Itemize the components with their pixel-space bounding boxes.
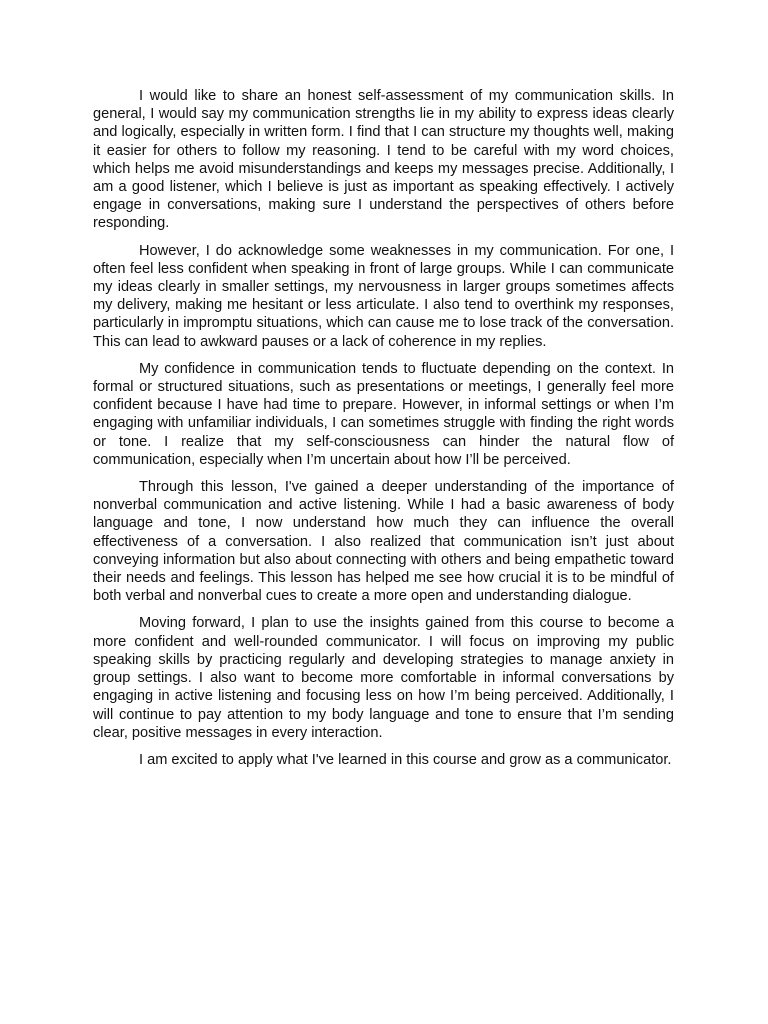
paragraph-moving-forward: Moving forward, I plan to use the insights gained from this course to become a more confident and well-rounded communicator. I will focus on improving my public speaking skills by practicing regularly and developing strategies to manage anxiety in group settings. I also want to become more comfortable in informal conversations by engaging in active listening and focusing less on how I’m being perceived. Additionally, I will continue to pay attention to my body language and tone to ensure that I’m sending clear, positive messages in every interaction. [93,615,674,741]
paragraph-strengths: I would like to share an honest self-assessment of my communication skills. In general, I would say my communication strengths lie in my ability to express ideas clearly and logically, especially in written form. I find that I can structure my thoughts well, making it easier for others to follow my reasoning. I tend to be careful with my word choices, which helps me avoid misunderstandings and keeps my messages precise. Additionally, I am a good listener, which I believe is just as important as speaking effectively. I actively engage in conversations, making sure I understand the perspectives of others before responding. [93,88,674,232]
paragraph-confidence: My confidence in communication tends to fluctuate depending on the context. In formal or structured situations, such as presentations or meetings, I generally feel more confident because I have had time to prepare. However, in informal settings or when I’m engaging with unfamiliar individuals, I can sometimes struggle with finding the right words or tone. I realize that my self-consciousness can hinder the natural flow of communication, especially when I’m uncertain about how I’ll be perceived. [93,360,674,468]
paragraph-lesson-insights: Through this lesson, I've gained a deeper understanding of the importance of nonverbal communication and active listening. While I had a basic awareness of body language and tone, I now understand how much they can influence the overall effectiveness of a conversation. I also realized that communication isn’t just about conveying information but also about connecting with others and being empathetic toward their needs and feelings. This lesson has helped me see how crucial it is to be mindful of both verbal and nonverbal cues to create a more open and understanding dialogue. [93,479,674,605]
paragraph-weaknesses: However, I do acknowledge some weaknesses in my communication. For one, I often feel less confident when speaking in front of large groups. While I can communicate my ideas clearly in smaller settings, my nervousness in larger groups sometimes affects my delivery, making me hesitant or less articulate. I also tend to overthink my responses, particularly in impromptu situations, which can cause me to lose track of the conversation. This can lead to awkward pauses or a lack of coherence in my replies. [93,242,674,350]
document-body [93,87,674,778]
paragraph-closing: I am excited to apply what I've learned in this course and grow as a communicator. [139,751,672,768]
